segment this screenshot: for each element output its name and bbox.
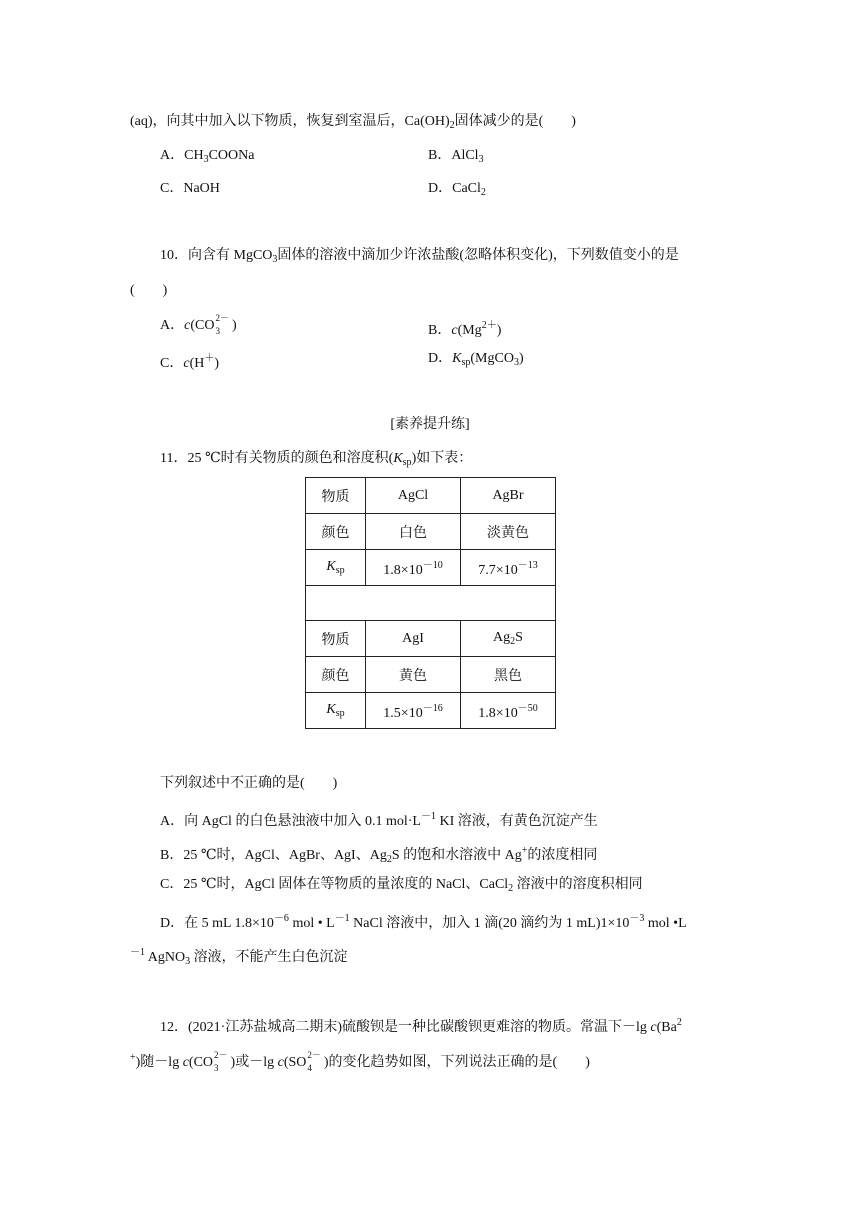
q10-stem-bracket: ( ) xyxy=(130,283,168,298)
table-row: $K_{sp}$ $1.8\times 10^{-10}$ $7.7\times 10^{-13}$ xyxy=(306,550,556,586)
q10-option-b: B．$c(Mg^{2+})$ xyxy=(428,320,502,338)
table-row: 颜色 白色 淡黄色 xyxy=(306,514,556,550)
q12-stem-continued: +)随－lg c(CO 2－ 3 )或－lg c(SO 2－ 4 )的变化趋势如图，下列说法正确的是( ) xyxy=(130,1049,590,1073)
table-row: 物质 AgI $Ag_2S$ xyxy=(306,621,556,657)
table-row: $K_{sp}$ $1.5\times 10^{-16}$ $1.8\times 10^{-50}$ xyxy=(306,693,556,729)
q10-option-a: A．c(CO 2－ 3 ) xyxy=(160,312,237,336)
q9-stem: (aq)，向其中加入以下物质，恢复到室温后，$Ca(OH)_2$固体减少的是( ) xyxy=(130,114,576,131)
q9-option-b: B．AlCl$_3$ xyxy=(428,148,484,165)
q11-option-a: A．向 AgCl 的白色悬浊液中加入 0.1 $mol\cdot L^{-1}$ KI 溶液，有黄色沉淀产生 xyxy=(160,811,598,829)
q11-prompt: 下列叙述中不正确的是( ) xyxy=(160,776,338,791)
section-title: [素养提升练] xyxy=(390,417,470,432)
q11-option-b: B．25 ℃时，AgCl、AgBr、AgI、$Ag_2S$ 的饱和水溶液中 Ag+的浓度相同 xyxy=(160,845,598,865)
q11-stem: 11．25 ℃时有关物质的颜色和溶度积$(K_{sp})$如下表： xyxy=(160,451,473,468)
q12-stem: 12．(2021·江苏盐城高二期末)硫酸钡是一种比碳酸钡更难溶的物质。常温下－lg c(Ba$^2$ xyxy=(160,1017,682,1035)
q10-option-d: D．$K_{sp}(MgCO_3)$ xyxy=(428,351,524,368)
q11-option-d-continued: $^{-1}$ AgNO$_3$ 溶液，不能产生白色沉淀 xyxy=(130,947,348,967)
table-row: 物质 AgCl AgBr xyxy=(306,478,556,514)
table-row-spacer xyxy=(306,586,556,621)
q10-stem: 10．向含有 MgCO$_3$固体的溶液中滴加少许浓盐酸(忽略体积变化)，下列数值变小的是 xyxy=(160,248,679,265)
q10-option-c: C．c(H＋) xyxy=(160,353,220,371)
q11-option-d: D．在 5 mL $1.8\times 10^{-6}$ mol • $L^{-1}$ NaCl 溶液中，加入 1 滴(20 滴约为 1 $mL)1\times 10^{-3}$ mol •L xyxy=(160,913,687,931)
q9-option-a: A．$CH_3COONa$ xyxy=(160,148,255,165)
q9-option-c: C．NaOH xyxy=(160,181,220,196)
table-row: 颜色 黄色 黑色 xyxy=(306,657,556,693)
q11-option-c: C．25 ℃时，AgCl 固体在等物质的量浓度的 NaCl、CaCl$_2$ 溶液中的溶度积相同 xyxy=(160,877,643,894)
ksp-table xyxy=(305,477,556,729)
q9-option-d: D．CaCl$_2$ xyxy=(428,181,486,198)
